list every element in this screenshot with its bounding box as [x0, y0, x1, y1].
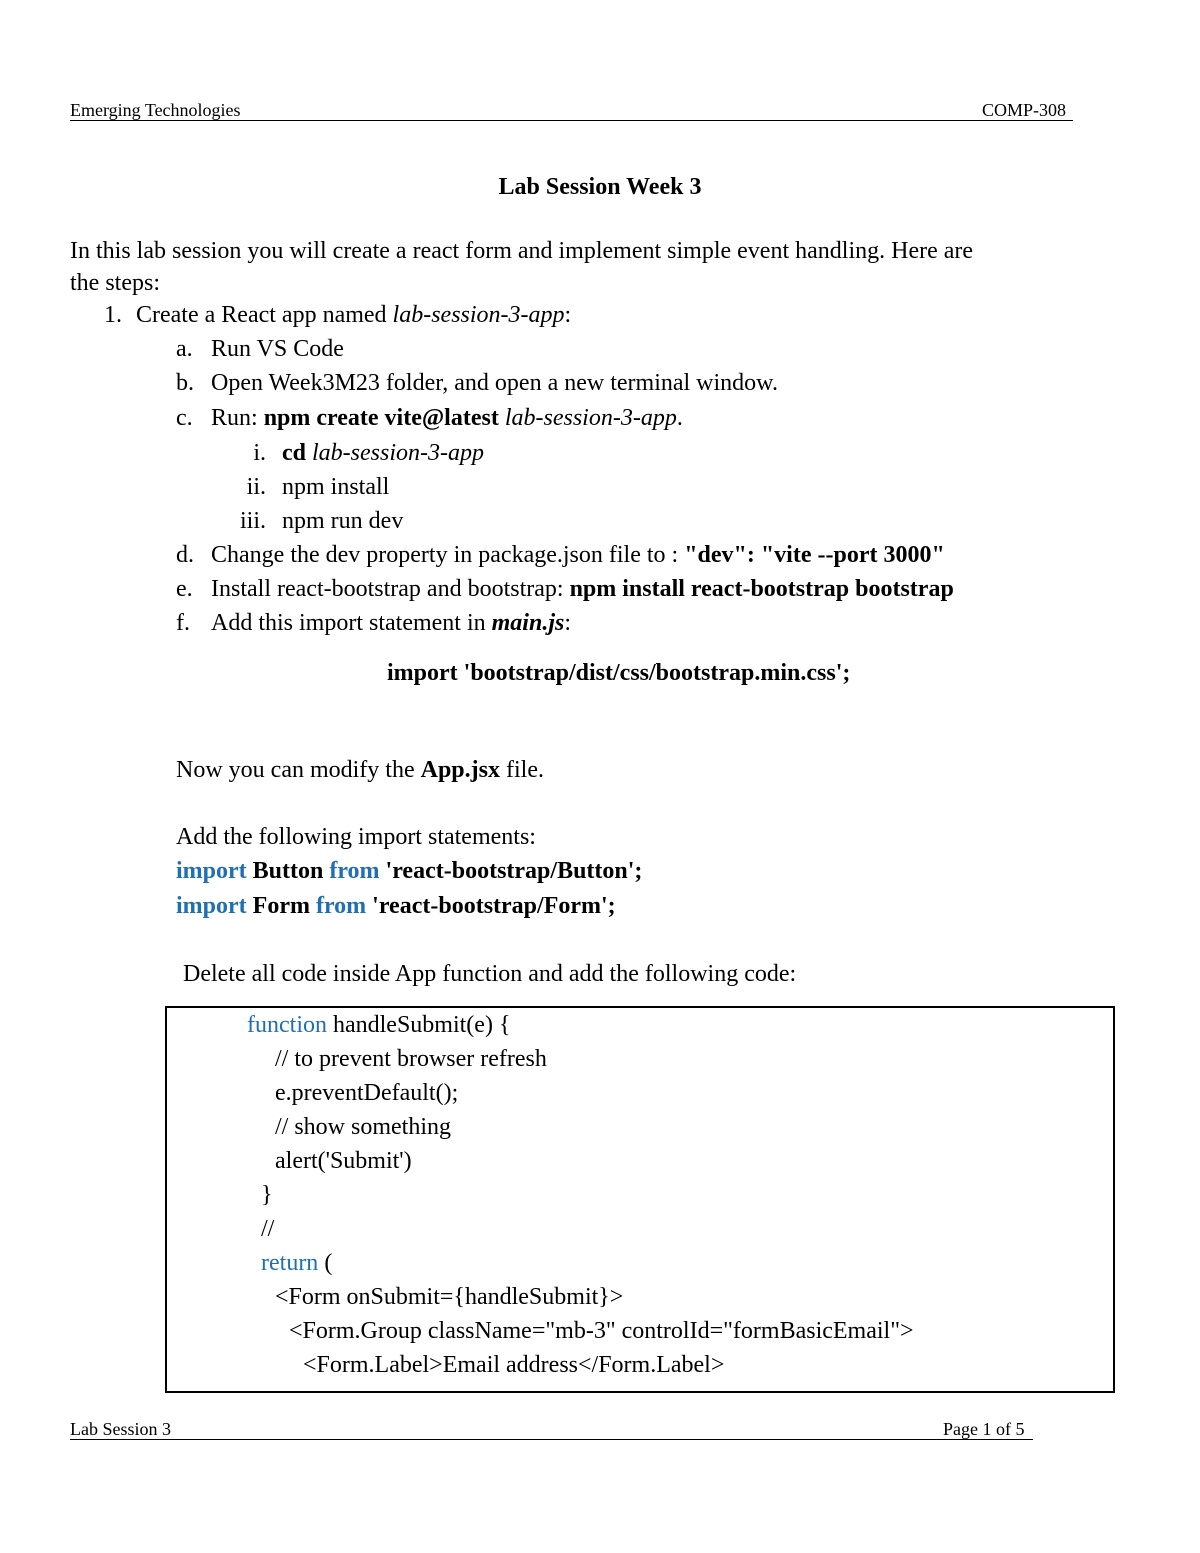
import-css-statement: import 'bootstrap/dist/css/bootstrap.min.css'; [387, 660, 851, 686]
code-line-3: e.preventDefault(); [275, 1080, 459, 1106]
step-c-iii-text: npm run dev [282, 508, 404, 534]
step-e-text: Install react-bootstrap and bootstrap: npm install react-bootstrap bootstrap [211, 576, 954, 602]
footer-right: Page 1 of 5 [943, 1419, 1025, 1439]
step-c-command: npm create vite@latest [263, 405, 499, 431]
code-box [165, 1006, 1115, 1393]
step-f-file: main.js [491, 610, 565, 636]
code-line-10: <Form.Group className="mb-3" controlId="formBasicEmail"> [289, 1318, 914, 1344]
code-line-5: alert('Submit') [275, 1148, 412, 1174]
intro-line-1: In this lab session you will create a react form and implement simple event handling. Here are [70, 238, 974, 264]
step-d-text: Change the dev property in package.json file to : "dev": "vite --port 3000" [211, 542, 945, 568]
step-c-i-text: cd lab-session-3-app [282, 440, 484, 466]
step-1-number: 1. [104, 302, 122, 328]
step-d-value: "dev": "vite --port 3000" [684, 542, 945, 568]
header-rule [70, 120, 1073, 121]
footer-left: Lab Session 3 [70, 1419, 171, 1439]
step-b-text: Open Week3M23 folder, and open a new terminal window. [211, 370, 778, 396]
import-button-line: import Button from 'react-bootstrap/Button'; [176, 858, 643, 884]
code-line-1: function handleSubmit(e) { [247, 1012, 511, 1038]
intro-line-2: the steps: [70, 270, 160, 296]
code-line-7: // [261, 1216, 275, 1242]
code-line-11: <Form.Label>Email address</Form.Label> [303, 1352, 725, 1378]
code-line-9: <Form onSubmit={handleSubmit}> [275, 1284, 624, 1310]
step-d-marker: d. [176, 542, 194, 568]
step-c-iii-marker: iii. [239, 508, 266, 534]
step-c-app-name: lab-session-3-app [504, 405, 677, 431]
import-form-line: import Form from 'react-bootstrap/Form'; [176, 893, 616, 919]
step-c-ii-marker: ii. [246, 474, 266, 500]
code-line-6: } [261, 1182, 273, 1208]
step-1-app-name: lab-session-3-app [392, 302, 565, 328]
step-c-text: Run: npm create vite@latest lab-session-3-app. [211, 405, 683, 431]
page-title: Lab Session Week 3 [498, 174, 702, 200]
step-e-marker: e. [176, 576, 193, 602]
delete-instruction: Delete all code inside App function and add the following code: [183, 961, 797, 987]
header-left: Emerging Technologies [70, 100, 241, 120]
step-c-marker: c. [176, 405, 193, 431]
code-line-2: // to prevent browser refresh [275, 1046, 547, 1072]
code-line-8: return ( [261, 1250, 333, 1276]
add-imports-text: Add the following import statements: [176, 824, 536, 850]
step-b-marker: b. [176, 370, 194, 396]
footer-rule [70, 1439, 1033, 1440]
modify-file: App.jsx [420, 757, 500, 783]
code-line-4: // show something [275, 1114, 452, 1140]
step-1: 1. Create a React app named lab-session-3-app: [104, 302, 572, 328]
modify-text: Now you can modify the App.jsx file. [176, 757, 544, 783]
step-1-text: Create a React app named [136, 302, 393, 328]
step-e-command: npm install react-bootstrap bootstrap [569, 576, 954, 602]
header-right: COMP-308 [982, 100, 1067, 120]
step-f-text: Add this import statement in main.js: [211, 610, 572, 636]
step-c-i-marker: i. [253, 440, 266, 466]
step-a-text: Run VS Code [211, 336, 344, 362]
step-f-marker: f. [176, 610, 190, 636]
step-c-ii-text: npm install [282, 474, 390, 500]
step-a-marker: a. [176, 336, 193, 362]
